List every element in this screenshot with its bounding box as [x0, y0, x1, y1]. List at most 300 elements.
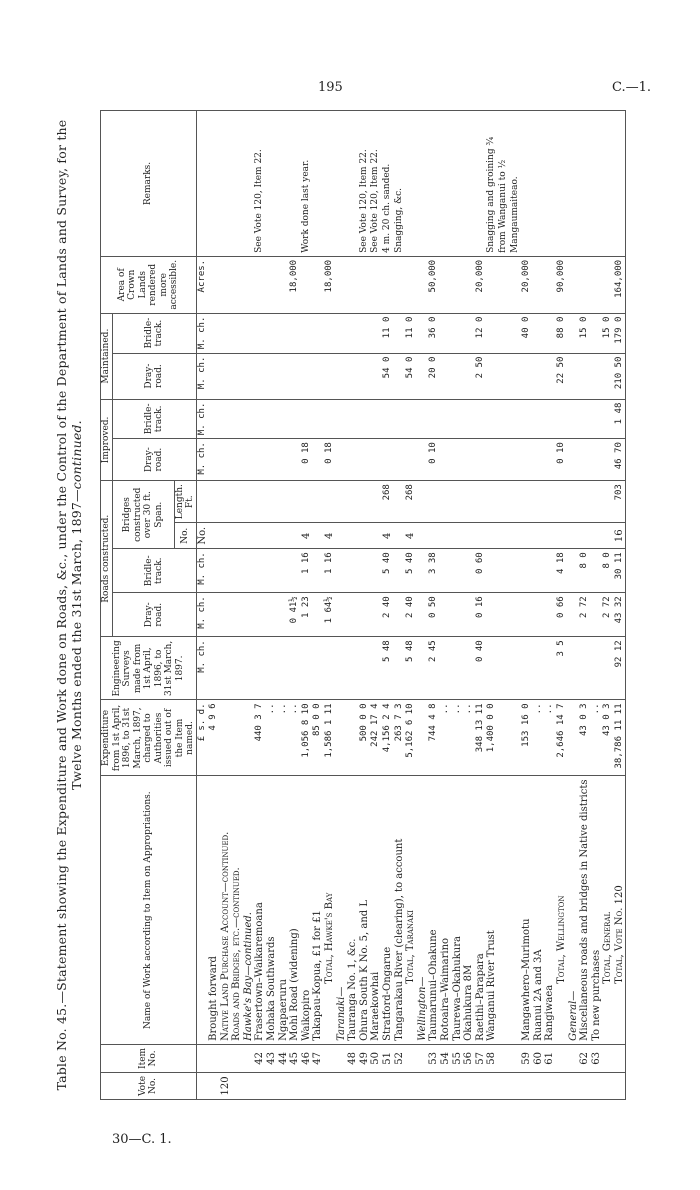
- cell-ibridle: [394, 399, 406, 439]
- cell-blen: [394, 481, 406, 523]
- cell-idray: [579, 439, 591, 481]
- cell-name: Taumarunui–Ohakune: [428, 776, 440, 1044]
- cell-blen: [347, 481, 359, 523]
- cell-remarks: [243, 111, 255, 257]
- cell-name: Total, Vote No. 120: [614, 776, 626, 1044]
- cell-ibridle: [417, 399, 429, 439]
- cell-bno: [452, 523, 464, 549]
- cell-eng: [544, 637, 556, 700]
- cell-area: 20,000: [475, 256, 487, 313]
- cell-item: 63: [591, 1044, 603, 1072]
- cell-eng: 5 48: [405, 637, 417, 700]
- cell-dray: 1 23: [301, 593, 313, 637]
- cell-remarks: [568, 111, 580, 257]
- total-row: [324, 111, 336, 1100]
- cell-area: [254, 256, 266, 313]
- cell-eng: [602, 637, 614, 700]
- cell-mdray: [417, 353, 429, 399]
- cell-exp: ..: [266, 700, 278, 776]
- cell-vote: [405, 1072, 417, 1099]
- header-roads-constructed: Roads constructed.: [101, 481, 113, 637]
- cell-mbridle: 179 0: [614, 313, 626, 353]
- cell-dray: 2 72: [579, 593, 591, 637]
- cell-ibridle: [370, 399, 382, 439]
- cell-item: [231, 1044, 243, 1072]
- cell-exp: [231, 700, 243, 776]
- cell-idray: [440, 439, 452, 481]
- cell-vote: [347, 1072, 359, 1099]
- cell-blen: [463, 481, 475, 523]
- cell-ibridle: [544, 399, 556, 439]
- cell-name: Raetihi–Parapara: [475, 776, 487, 1044]
- cell-mdray: [312, 353, 324, 399]
- cell-ibridle: [452, 399, 464, 439]
- cell-item: 54: [440, 1044, 452, 1072]
- cell-bridle: [568, 549, 580, 593]
- cell-area: [602, 256, 614, 313]
- table-row: [521, 111, 533, 1100]
- cell-item: 52: [394, 1044, 406, 1072]
- cell-item: [602, 1044, 614, 1072]
- cell-area: [336, 256, 348, 313]
- table-row: [243, 111, 255, 1100]
- cell-ibridle: 1 48: [614, 399, 626, 439]
- cell-ibridle: [266, 399, 278, 439]
- header-expenditure: Expenditure from 1st April, 1896, to 31st March, 1897, charged to Authorities issued out of the Item named.: [101, 700, 197, 776]
- cell-area: [452, 256, 464, 313]
- cell-item: 58: [486, 1044, 521, 1072]
- cell-bridle: [417, 549, 429, 593]
- header-rc-dray: Dray-road.: [112, 593, 196, 637]
- cell-dray: [452, 593, 464, 637]
- unit-mnt-bridle: M. ch.: [196, 313, 208, 353]
- table-row: [463, 111, 475, 1100]
- cell-ibridle: [336, 399, 348, 439]
- table-row: [208, 111, 220, 1100]
- cell-area: [394, 256, 406, 313]
- cell-exp: ..: [591, 700, 603, 776]
- cell-name: Brought forward: [208, 776, 220, 1044]
- header-engineering: Engineering Surveys made from 1st April, 1896, to 31st March, 1897.: [101, 637, 197, 700]
- cell-name: General—: [568, 776, 580, 1044]
- cell-remarks: [347, 111, 359, 257]
- cell-mbridle: [336, 313, 348, 353]
- cell-dray: [231, 593, 243, 637]
- cell-ibridle: [568, 399, 580, 439]
- cell-eng: [324, 637, 336, 700]
- cell-eng: [243, 637, 255, 700]
- unit-lsd: £ s. d.: [196, 700, 208, 776]
- table-row: [347, 111, 359, 1100]
- cell-exp: [568, 700, 580, 776]
- cell-ibridle: [289, 399, 301, 439]
- cell-mbridle: 88 0: [556, 313, 568, 353]
- table-row: [301, 111, 313, 1100]
- cell-ibridle: [591, 399, 603, 439]
- cell-exp: 43 0 3: [579, 700, 591, 776]
- cell-mbridle: [231, 313, 243, 353]
- document-code: C.—1.: [612, 80, 652, 95]
- cell-area: [533, 256, 545, 313]
- table-row: [533, 111, 545, 1100]
- cell-blen: [417, 481, 429, 523]
- cell-bno: [208, 523, 220, 549]
- cell-mdray: [544, 353, 556, 399]
- cell-ibridle: [556, 399, 568, 439]
- cell-name: Okahukura 8M: [463, 776, 475, 1044]
- cell-idray: [463, 439, 475, 481]
- cell-dray: [533, 593, 545, 637]
- cell-idray: [382, 439, 394, 481]
- cell-exp: 5,162 6 10: [405, 700, 417, 776]
- cell-mbridle: [440, 313, 452, 353]
- cell-mdray: [521, 353, 533, 399]
- cell-vote: [278, 1072, 290, 1099]
- cell-item: 53: [428, 1044, 440, 1072]
- cell-remarks: Snagging, &c.: [394, 111, 406, 257]
- cell-remarks: [521, 111, 533, 257]
- cell-mbridle: [289, 313, 301, 353]
- table-title: [54, 110, 84, 1100]
- cell-ibridle: [208, 399, 220, 439]
- header-vote-no: Vote No.: [101, 1072, 197, 1099]
- cell-mbridle: [220, 313, 232, 353]
- cell-idray: 0 10: [556, 439, 568, 481]
- cell-name: Taranaki—: [336, 776, 348, 1044]
- cell-area: [382, 256, 394, 313]
- cell-exp: ..: [289, 700, 301, 776]
- cell-eng: [486, 637, 521, 700]
- unit-bno: No.: [196, 523, 208, 549]
- cell-blen: [556, 481, 568, 523]
- cell-bridle: [220, 549, 232, 593]
- table-row: [568, 111, 580, 1100]
- cell-mdray: [336, 353, 348, 399]
- cell-bridle: [278, 549, 290, 593]
- cell-item: [417, 1044, 429, 1072]
- cell-name: Native Land Purchase Account—continued.: [220, 776, 232, 1044]
- cell-eng: [394, 637, 406, 700]
- cell-blen: [359, 481, 371, 523]
- total-row: [556, 111, 568, 1100]
- cell-area: [312, 256, 324, 313]
- cell-ibridle: [579, 399, 591, 439]
- cell-eng: [417, 637, 429, 700]
- cell-dray: [336, 593, 348, 637]
- cell-bno: 4: [324, 523, 336, 549]
- cell-vote: [382, 1072, 394, 1099]
- cell-area: [370, 256, 382, 313]
- cell-idray: [591, 439, 603, 481]
- cell-remarks: [452, 111, 464, 257]
- cell-bridle: [336, 549, 348, 593]
- cell-vote: [312, 1072, 324, 1099]
- cell-area: [544, 256, 556, 313]
- cell-bno: [556, 523, 568, 549]
- cell-blen: [533, 481, 545, 523]
- cell-vote: [231, 1072, 243, 1099]
- cell-vote: [614, 1072, 626, 1099]
- cell-remarks: See Vote 120, Item 22.: [254, 111, 266, 257]
- cell-mdray: [359, 353, 371, 399]
- cell-vote: [452, 1072, 464, 1099]
- cell-mbridle: 36 0: [428, 313, 440, 353]
- cell-bridle: 1 16: [324, 549, 336, 593]
- cell-name: Mohaka Southwards: [266, 776, 278, 1044]
- cell-eng: [231, 637, 243, 700]
- cell-bridle: [347, 549, 359, 593]
- cell-eng: [220, 637, 232, 700]
- cell-bno: [544, 523, 556, 549]
- cell-vote: [417, 1072, 429, 1099]
- total-row: [405, 111, 417, 1100]
- cell-ibridle: [347, 399, 359, 439]
- cell-blen: [266, 481, 278, 523]
- cell-remarks: [533, 111, 545, 257]
- header-area: Area of Crown Lands rendered more accessible.: [101, 256, 197, 313]
- cell-vote: [243, 1072, 255, 1099]
- cell-mbridle: [533, 313, 545, 353]
- cell-item: 57: [475, 1044, 487, 1072]
- cell-ibridle: [475, 399, 487, 439]
- cell-ibridle: [521, 399, 533, 439]
- table-row: [394, 111, 406, 1100]
- cell-ibridle: [324, 399, 336, 439]
- cell-bridle: 5 40: [382, 549, 394, 593]
- cell-item: [220, 1044, 232, 1072]
- cell-mbridle: 11 0: [382, 313, 394, 353]
- cell-blen: [568, 481, 580, 523]
- cell-mbridle: [312, 313, 324, 353]
- cell-mdray: 2 50: [475, 353, 487, 399]
- cell-eng: [591, 637, 603, 700]
- cell-idray: [452, 439, 464, 481]
- cell-mbridle: [266, 313, 278, 353]
- cell-vote: [591, 1072, 603, 1099]
- cell-mbridle: [243, 313, 255, 353]
- cell-mdray: [278, 353, 290, 399]
- cell-eng: [336, 637, 348, 700]
- cell-remarks: [324, 111, 336, 257]
- cell-mbridle: [301, 313, 313, 353]
- cell-idray: [533, 439, 545, 481]
- cell-eng: [254, 637, 266, 700]
- cell-eng: [301, 637, 313, 700]
- cell-eng: [208, 637, 220, 700]
- cell-ibridle: [301, 399, 313, 439]
- cell-vote: [266, 1072, 278, 1099]
- cell-item: 49: [359, 1044, 371, 1072]
- cell-mdray: [254, 353, 266, 399]
- cell-blen: [336, 481, 348, 523]
- cell-name: Maraekowhai: [370, 776, 382, 1044]
- cell-exp: 153 16 0: [521, 700, 533, 776]
- cell-exp: 500 0 0: [359, 700, 371, 776]
- cell-dray: 2 40: [405, 593, 417, 637]
- cell-bno: [428, 523, 440, 549]
- cell-bno: [359, 523, 371, 549]
- cell-eng: [579, 637, 591, 700]
- cell-item: [243, 1044, 255, 1072]
- cell-idray: [336, 439, 348, 481]
- table-row: [254, 111, 266, 1100]
- cell-mbridle: [591, 313, 603, 353]
- cell-name: Hawke's Bay—continued.: [243, 776, 255, 1044]
- cell-bridle: [486, 549, 521, 593]
- cell-bridle: 5 40: [405, 549, 417, 593]
- cell-ibridle: [440, 399, 452, 439]
- cell-blen: [579, 481, 591, 523]
- cell-area: 164,000: [614, 256, 626, 313]
- cell-vote: [486, 1072, 521, 1099]
- cell-ibridle: [405, 399, 417, 439]
- cell-eng: 3 5: [556, 637, 568, 700]
- cell-mbridle: [463, 313, 475, 353]
- cell-remarks: [591, 111, 603, 257]
- cell-vote: [208, 1072, 220, 1099]
- cell-bno: [486, 523, 521, 549]
- table-row: [544, 111, 556, 1100]
- cell-blen: [301, 481, 313, 523]
- cell-exp: [243, 700, 255, 776]
- cell-bno: [394, 523, 406, 549]
- unit-imp-bridle: M. ch.: [196, 399, 208, 439]
- cell-eng: [463, 637, 475, 700]
- header-maintained: Maintained.: [101, 313, 113, 399]
- cell-ibridle: [533, 399, 545, 439]
- cell-bno: [347, 523, 359, 549]
- cell-area: [405, 256, 417, 313]
- cell-item: 48: [347, 1044, 359, 1072]
- cell-mdray: [452, 353, 464, 399]
- cell-name: Frasertown–Waikaremoana: [254, 776, 266, 1044]
- cell-exp: ..: [533, 700, 545, 776]
- cell-item: 51: [382, 1044, 394, 1072]
- cell-vote: [289, 1072, 301, 1099]
- cell-idray: [521, 439, 533, 481]
- table-row: [266, 111, 278, 1100]
- cell-remarks: [231, 111, 243, 257]
- cell-item: 62: [579, 1044, 591, 1072]
- cell-idray: [486, 439, 521, 481]
- cell-bno: [370, 523, 382, 549]
- cell-idray: [208, 439, 220, 481]
- cell-area: 50,000: [428, 256, 440, 313]
- cell-mbridle: [486, 313, 521, 353]
- page-number: 195: [318, 80, 343, 95]
- cell-dray: [568, 593, 580, 637]
- cell-name: Ruanui 2A and 3A: [533, 776, 545, 1044]
- header-bridges-no: No.: [174, 523, 196, 549]
- cell-idray: [544, 439, 556, 481]
- cell-remarks: 4 m. 20 ch. sanded.: [382, 111, 394, 257]
- cell-mbridle: [452, 313, 464, 353]
- header-imp-dray: Dray-road.: [112, 439, 196, 481]
- cell-mbridle: [347, 313, 359, 353]
- cell-bno: [336, 523, 348, 549]
- cell-item: 55: [452, 1044, 464, 1072]
- cell-bno: [243, 523, 255, 549]
- cell-item: [336, 1044, 348, 1072]
- header-name: Name of Work according to Item on Appropriations.: [101, 776, 197, 1044]
- cell-ibridle: [220, 399, 232, 439]
- cell-remarks: See Vote 120, Item 22.: [370, 111, 382, 257]
- cell-vote: [544, 1072, 556, 1099]
- cell-exp: 85 0 0: [312, 700, 324, 776]
- cell-name: Stratford-Ongarue: [382, 776, 394, 1044]
- table-row: [579, 111, 591, 1100]
- cell-dray: [394, 593, 406, 637]
- cell-bno: [591, 523, 603, 549]
- cell-ibridle: [243, 399, 255, 439]
- cell-bridle: 0 60: [475, 549, 487, 593]
- cell-area: [347, 256, 359, 313]
- header-bridges: Bridges constructed over 30 ft. Span.: [112, 481, 174, 549]
- cell-dray: [521, 593, 533, 637]
- cell-idray: [359, 439, 371, 481]
- cell-idray: [266, 439, 278, 481]
- cell-remarks: Snagging and groining ¾ from Wanganui to ½ Mangaumaiteao.: [486, 111, 521, 257]
- cell-idray: [568, 439, 580, 481]
- cell-area: [591, 256, 603, 313]
- table-row: [417, 111, 429, 1100]
- table-row: [289, 111, 301, 1100]
- cell-blen: [254, 481, 266, 523]
- cell-name: Taurangа No. 1, &c.: [347, 776, 359, 1044]
- cell-mdray: 22 50: [556, 353, 568, 399]
- cell-mbridle: 12 0: [475, 313, 487, 353]
- cell-remarks: [336, 111, 348, 257]
- cell-bno: [312, 523, 324, 549]
- cell-item: 44: [278, 1044, 290, 1072]
- cell-name: Mangawhero–Murimotu: [521, 776, 533, 1044]
- cell-eng: 92 12: [614, 637, 626, 700]
- cell-eng: [347, 637, 359, 700]
- cell-blen: [243, 481, 255, 523]
- cell-idray: [602, 439, 614, 481]
- cell-idray: [475, 439, 487, 481]
- cell-remarks: [602, 111, 614, 257]
- cell-dray: [544, 593, 556, 637]
- cell-dray: 1 64½: [324, 593, 336, 637]
- cell-remarks: [208, 111, 220, 257]
- cell-exp: 1,056 8 10: [301, 700, 313, 776]
- total-row: [614, 111, 626, 1100]
- cell-area: [301, 256, 313, 313]
- cell-name: Total, Hawke's Bay: [324, 776, 336, 1044]
- cell-bridle: [521, 549, 533, 593]
- header-mnt-dray: Dray-road.: [112, 353, 196, 399]
- table-row: [370, 111, 382, 1100]
- cell-exp: 4,156 2 4: [382, 700, 394, 776]
- cell-idray: [254, 439, 266, 481]
- cell-eng: [278, 637, 290, 700]
- cell-remarks: [405, 111, 417, 257]
- cell-vote: [370, 1072, 382, 1099]
- cell-mbridle: 40 0: [521, 313, 533, 353]
- table-row: [278, 111, 290, 1100]
- table-row: [382, 111, 394, 1100]
- cell-ibridle: [428, 399, 440, 439]
- cell-ibridle: [278, 399, 290, 439]
- cell-mdray: [533, 353, 545, 399]
- cell-vote: [394, 1072, 406, 1099]
- cell-area: [231, 256, 243, 313]
- cell-remarks: [556, 111, 568, 257]
- cell-item: 43: [266, 1044, 278, 1072]
- table-row: [336, 111, 348, 1100]
- cell-idray: [347, 439, 359, 481]
